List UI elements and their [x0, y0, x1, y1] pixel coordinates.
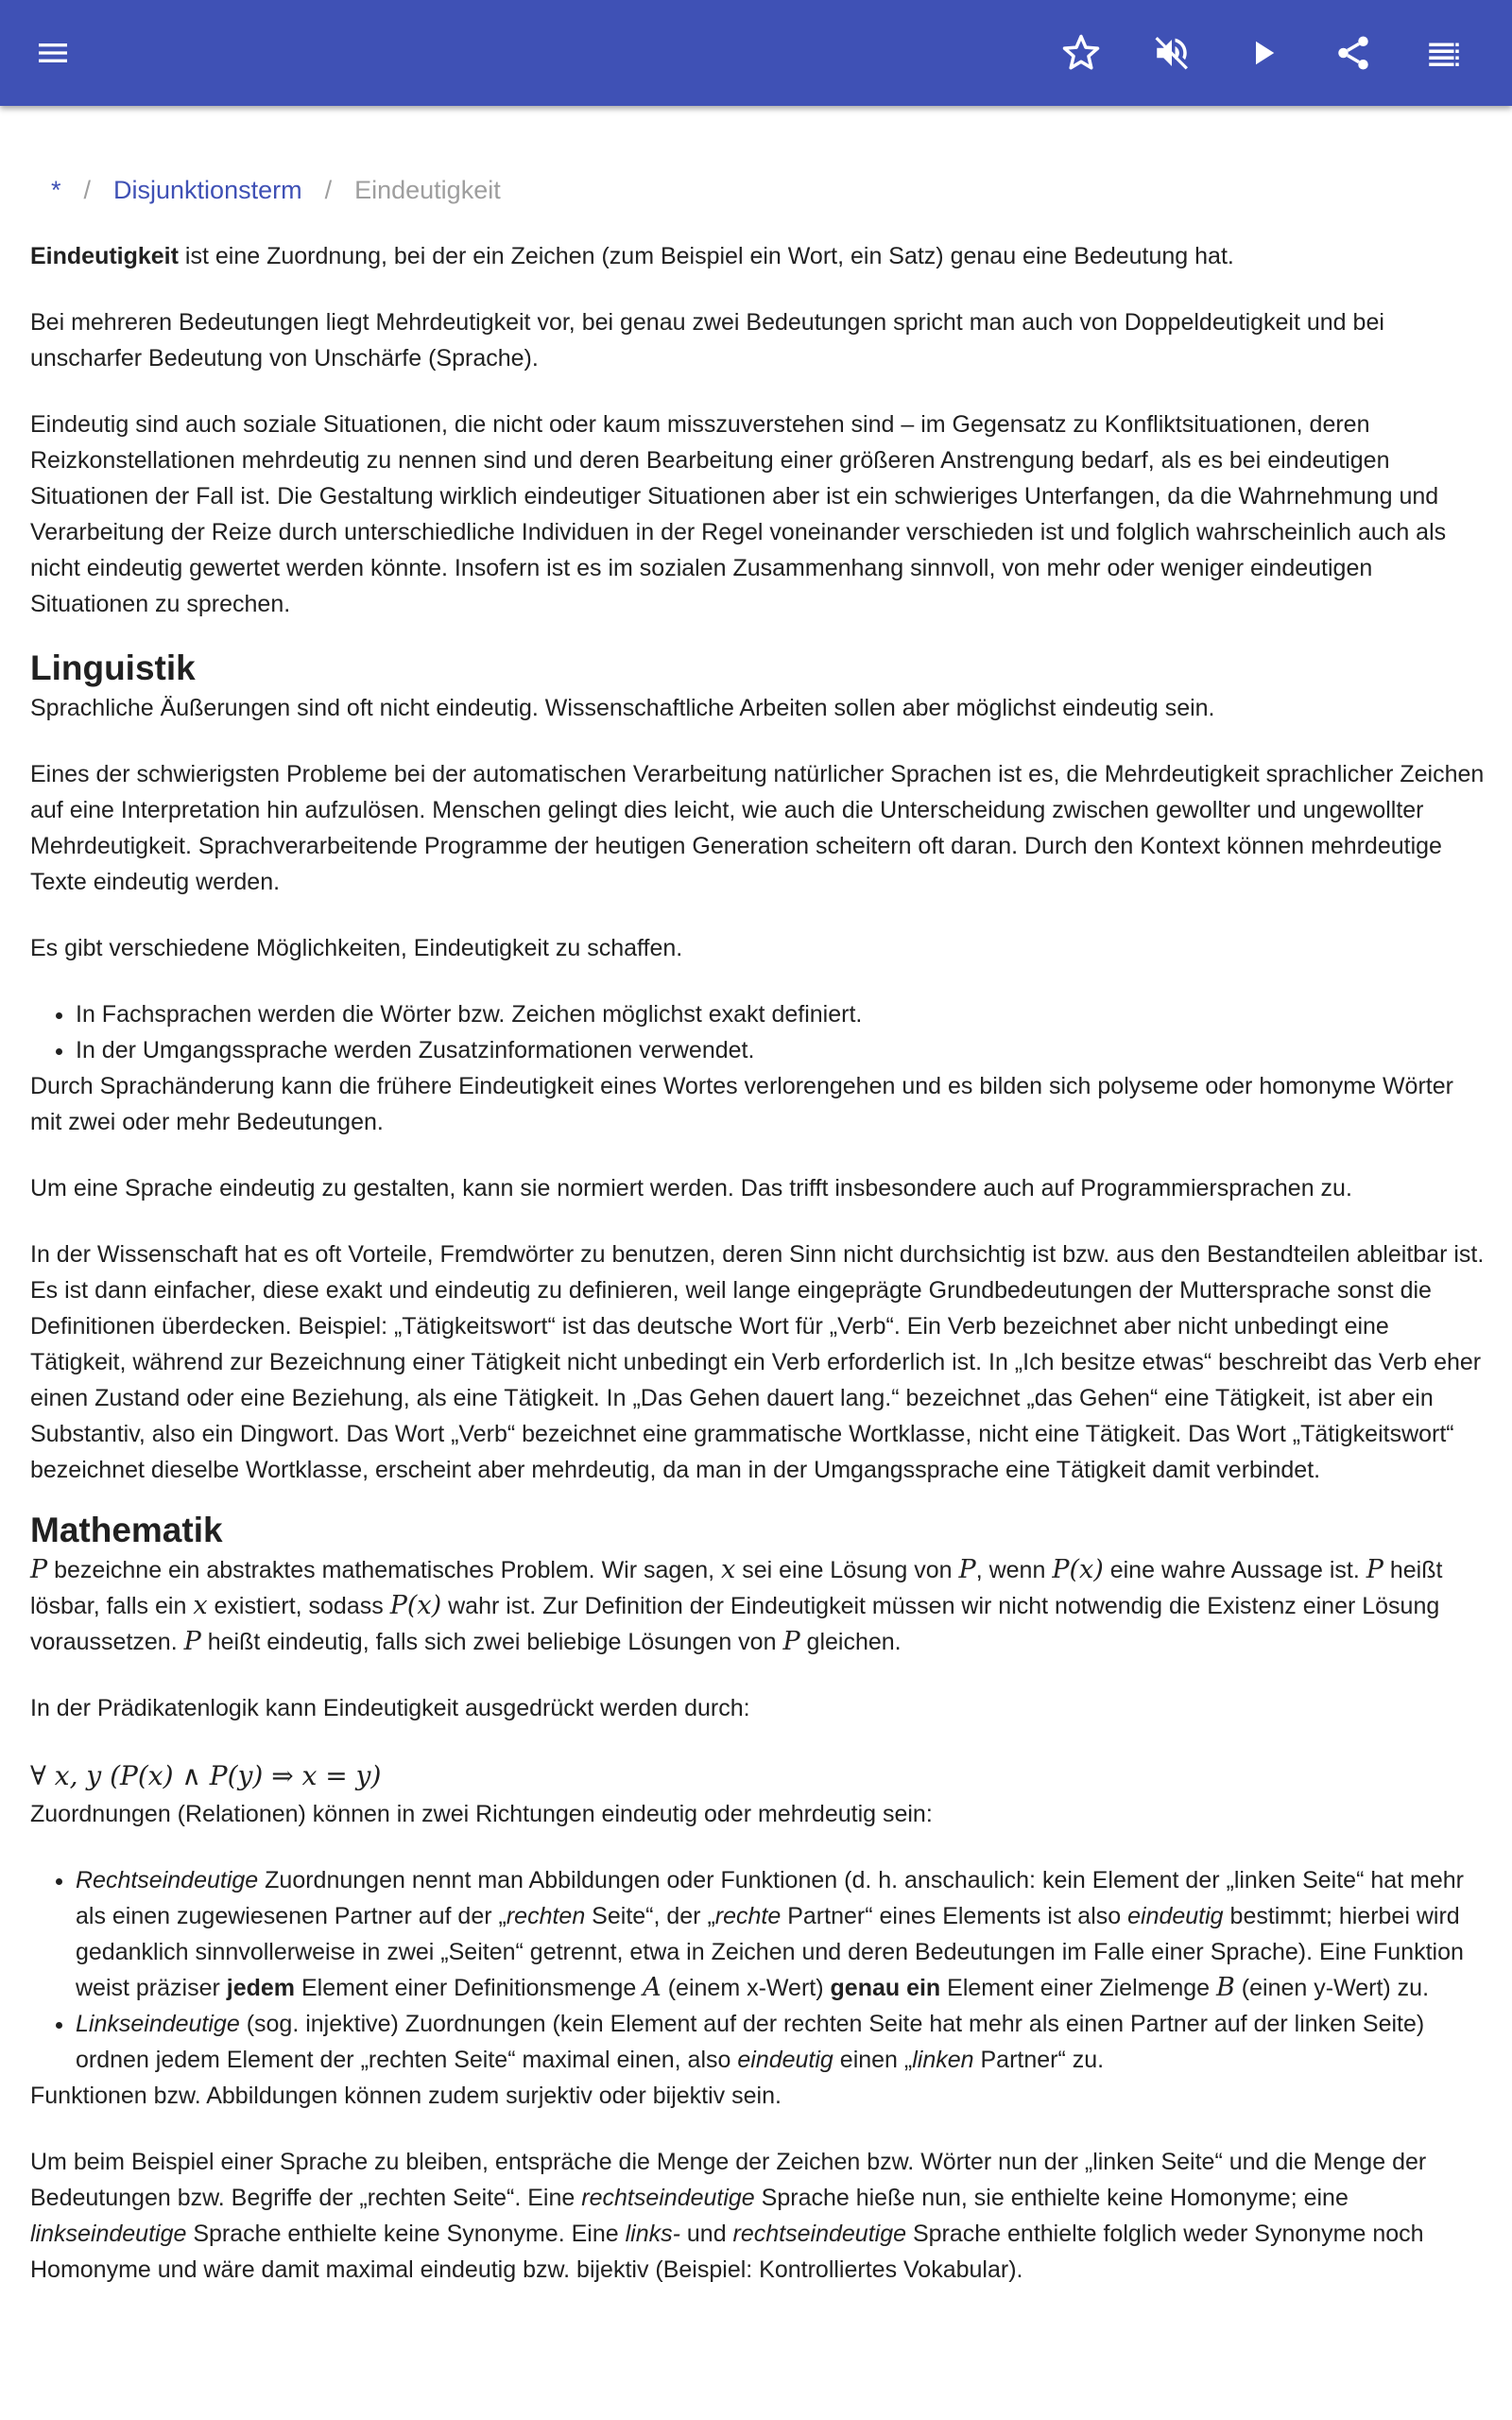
- text: (sog. injektive) Zuordnungen (kein Element auf der rechten Seite hat mehr als einen Partner auf der linken Seite) ordnen jedem Element der „rechten Seite“ maximal einen, also: [76, 2011, 1425, 2073]
- intro-paragraph: [30, 238, 1486, 274]
- bold-text: genau ein: [830, 1975, 941, 2001]
- menu-icon: [34, 34, 72, 72]
- emphasis: eindeutig: [1127, 1903, 1224, 1929]
- math-symbol: P(x): [389, 1591, 442, 1620]
- emphasis: links-: [625, 2221, 680, 2247]
- play-icon: [1243, 33, 1282, 73]
- share-button[interactable]: [1323, 26, 1383, 79]
- text: Zuordnungen nennt man Abbildungen oder Funktionen (d. h. anschaulich: kein Element der „linken Seite“ hat mehr als einen zugewiesenen Partner auf der „: [76, 1867, 1464, 1929]
- math-symbol: x: [193, 1591, 208, 1620]
- text: Partner“ zu.: [973, 2047, 1105, 2073]
- paragraph: [30, 2144, 1486, 2288]
- emphasis: eindeutig: [737, 2047, 833, 2073]
- breadcrumb: [30, 168, 1486, 212]
- text: wahr ist. Zur Definition der Eindeutigkeit müssen wir nicht notwendig die Existenz einer Lösung voraussetzen.: [30, 1593, 1440, 1655]
- list-item: [76, 2006, 1486, 2078]
- text: Element einer Zielmenge: [940, 1975, 1217, 2001]
- text: und: [679, 2221, 733, 2247]
- math-paragraph: [30, 1552, 1486, 1660]
- list-item: [76, 1862, 1486, 2006]
- bold-text: jedem: [226, 1975, 296, 2001]
- emphasis: Rechtseindeutige: [76, 1867, 259, 1893]
- math-symbol: P: [1366, 1555, 1383, 1584]
- breadcrumb-home-link[interactable]: *: [51, 176, 61, 204]
- text: eine wahre Aussage ist.: [1103, 1557, 1366, 1583]
- text: (einen y-Wert) zu.: [1234, 1975, 1430, 2001]
- bullet-list: [30, 1862, 1486, 2078]
- breadcrumb-current: Eindeutigkeit: [354, 176, 501, 204]
- math-symbol: A: [643, 1973, 662, 2002]
- logic-formula: ∀ x, y (P(x) ∧ P(y) ⇒ x = y): [30, 1760, 382, 1791]
- breadcrumb-parent-link[interactable]: Disjunktionsterm: [113, 176, 302, 204]
- text: heißt lösbar, falls ein: [30, 1557, 1443, 1619]
- text: bezeichne ein abstraktes mathematisches Problem. Wir sagen,: [47, 1557, 722, 1583]
- share-icon: [1333, 33, 1373, 73]
- breadcrumb-separator: /: [324, 176, 333, 204]
- list-item: • In der Umgangssprache werden Zusatzinformationen verwendet.: [76, 1032, 1486, 1068]
- app-bar: [0, 0, 1512, 106]
- playlist-icon: [1424, 33, 1464, 73]
- menu-button[interactable]: [23, 26, 83, 79]
- paragraph: Es gibt verschiedene Möglichkeiten, Eindeutigkeit zu schaffen.: [30, 935, 683, 961]
- bullet-list: [30, 996, 1486, 1068]
- emphasis: linken: [912, 2047, 974, 2073]
- emphasis: Linkseindeutige: [76, 2011, 240, 2037]
- emphasis: linkseindeutige: [30, 2221, 187, 2247]
- text: Partner“ eines Elements ist also: [781, 1903, 1128, 1929]
- text: gleichen.: [799, 1629, 902, 1655]
- text: existiert, sodass: [207, 1593, 390, 1619]
- math-symbol: P: [782, 1627, 800, 1656]
- breadcrumb-separator: /: [83, 176, 92, 204]
- text: einen „: [833, 2047, 913, 2073]
- toolbar-actions: [1021, 26, 1474, 79]
- emphasis: rechtseindeutige: [581, 2185, 755, 2211]
- text: Um beim Beispiel einer Sprache zu bleiben, entspräche die Menge der Zeichen bzw. Wörter nun der „linken Seite“ und die Menge der Bedeutungen bzw. Begriffe der „rechten Seite“. Eine: [30, 2149, 1427, 2211]
- paragraph: Sprachliche Äußerungen sind oft nicht eindeutig. Wissenschaftliche Arbeiten sollen aber möglichst eindeutig sein.: [30, 695, 1215, 721]
- intro-paragraph: Bei mehreren Bedeutungen liegt Mehrdeutigkeit vor, bei genau zwei Bedeutungen spricht man auch von Doppeldeutigkeit und bei unscharfer Bedeutung von Unschärfe (Sprache).: [30, 309, 1384, 372]
- math-symbol: x: [721, 1555, 736, 1584]
- emphasis: rechte: [714, 1903, 782, 1929]
- math-symbol: P: [183, 1627, 201, 1656]
- paragraph: Um eine Sprache eindeutig zu gestalten, kann sie normiert werden. Das trifft insbesondere auch auf Programmiersprachen zu.: [30, 1175, 1352, 1201]
- math-symbol: P: [30, 1555, 48, 1584]
- math-symbol: B: [1216, 1973, 1235, 2002]
- mute-button[interactable]: [1142, 26, 1202, 79]
- paragraph: In der Wissenschaft hat es oft Vorteile, Fremdwörter zu benutzen, deren Sinn nicht durchsichtig ist bzw. aus den Bestandteilen ableitbar ist. Es ist dann einfacher, diese exakt und eindeutig zu definieren, weil lange eingeprägte Grundbedeutungen der Muttersprache sonst die Definitionen überdecken. Beispiel: „Tätigkeitswort“ ist das deutsche Wort für „Verb“. Ein Verb bezeichnet aber nicht unbedingt eine Tätigkeit, während zur Bezeichnung einer Tätigkeit nicht unbedingt ein Verb erforderlich ist. In „Ich besitze etwas“ beschreibt das Verb eher einen Zustand oder eine Beziehung, als eine Tätigkeit. In „Das Gehen dauert lang.“ bezeichnet „das Gehen“ eine Tätigkeit, ist aber ein Substantiv, also ein Dingwort. Das Wort „Verb“ bezeichnet eine grammatische Wortklasse, nicht eine Tätigkeit. Das Wort „Tätigkeitswort“ bezeichnet dieselbe Wortklasse, erscheint aber mehrdeutig, da man in der Umgangssprache eine Tätigkeit damit verbindet.: [30, 1241, 1485, 1483]
- math-symbol: P(x): [1052, 1555, 1104, 1584]
- contents-button[interactable]: [1414, 26, 1474, 79]
- text: Seite“, der „: [585, 1903, 715, 1929]
- text: bestimmt; hierbei wird gedanklich sinnvollerweise in zwei „Seiten“ getrennt, etwa in Zeichen und deren Bedeutungen im Falle einer Sprache). Eine Funktion weist präziser: [76, 1903, 1464, 2001]
- article-content: [30, 106, 1486, 2318]
- play-button[interactable]: [1232, 26, 1293, 79]
- intro-text: ist eine Zuordnung, bei der ein Zeichen (zum Beispiel ein Wort, ein Satz) genau eine Bedeutung hat.: [178, 243, 1234, 269]
- paragraph: In der Prädikatenlogik kann Eindeutigkeit ausgedrückt werden durch:: [30, 1695, 750, 1721]
- term-bold: Eindeutigkeit: [30, 243, 179, 269]
- favorite-button[interactable]: [1051, 26, 1111, 79]
- paragraph: Durch Sprachänderung kann die frühere Eindeutigkeit eines Wortes verlorengehen und es bilden sich polyseme oder homonyme Wörter mit zwei oder mehr Bedeutungen.: [30, 1073, 1453, 1135]
- text: Element einer Definitionsmenge: [295, 1975, 644, 2001]
- star-outline-icon: [1061, 33, 1101, 73]
- paragraph: Zuordnungen (Relationen) können in zwei Richtungen eindeutig oder mehrdeutig sein:: [30, 1801, 933, 1827]
- math-symbol: P: [958, 1555, 976, 1584]
- text: , wenn: [975, 1557, 1053, 1583]
- section-heading-mathematik: Mathematik: [30, 1511, 223, 1549]
- list-item: • In Fachsprachen werden die Wörter bzw. Zeichen möglichst exakt definiert.: [76, 996, 1486, 1032]
- volume-off-icon: [1152, 33, 1192, 73]
- text: Sprache hieße nun, sie enthielte keine Homonyme; eine: [754, 2185, 1349, 2211]
- intro-paragraph: Eindeutig sind auch soziale Situationen, die nicht oder kaum misszuverstehen sind – im Gegensatz zu Konfliktsituationen, deren Reizkonstellationen mehrdeutig zu nennen sind und deren Bearbeitung einer größeren Anstrengung bedarf, als es bei eindeutigen Situationen der Fall ist. Die Gestaltung wirklich eindeutiger Situationen aber ist ein schwieriges Unterfangen, da die Wahrnehmung und Verarbeitung der Reize durch unterschiedliche Individuen in der Regel voneinander verschieden ist und folglich wahrscheinlich auch als nicht eindeutig gewertet werden könnte. Insofern ist es im sozialen Zusammenhang sinnvoll, von mehr oder weniger eindeutigen Situationen zu sprechen.: [30, 411, 1447, 617]
- text: Sprache enthielte keine Synonyme. Eine: [186, 2221, 626, 2247]
- paragraph: Funktionen bzw. Abbildungen können zudem surjektiv oder bijektiv sein.: [30, 2083, 782, 2109]
- text: heißt eindeutig, falls sich zwei beliebige Lösungen von: [200, 1629, 783, 1655]
- emphasis: rechten: [506, 1903, 586, 1929]
- paragraph: Eines der schwierigsten Probleme bei der automatischen Verarbeitung natürlicher Sprachen ist es, die Mehrdeutigkeit sprachlicher Zeichen auf eine Interpretation hin aufzulösen. Menschen gelingt dies leicht, wie auch die Unterscheidung zwischen gewollter und ungewollter Mehrdeutigkeit. Sprachverarbeitende Programme der heutigen Generation scheitern oft daran. Durch den Kontext können mehrdeutige Texte eindeutig werden.: [30, 761, 1485, 895]
- text: sei eine Lösung von: [735, 1557, 959, 1583]
- text: (einem x-Wert): [661, 1975, 831, 2001]
- emphasis: rechtseindeutige: [732, 2221, 907, 2247]
- text: Sprache enthielte folglich weder Synonyme noch Homonyme und wäre damit maximal eindeutig bzw. bijektiv (Beispiel: Kontrolliertes Vokabular).: [30, 2221, 1424, 2283]
- section-heading-linguistik: Linguistik: [30, 648, 196, 687]
